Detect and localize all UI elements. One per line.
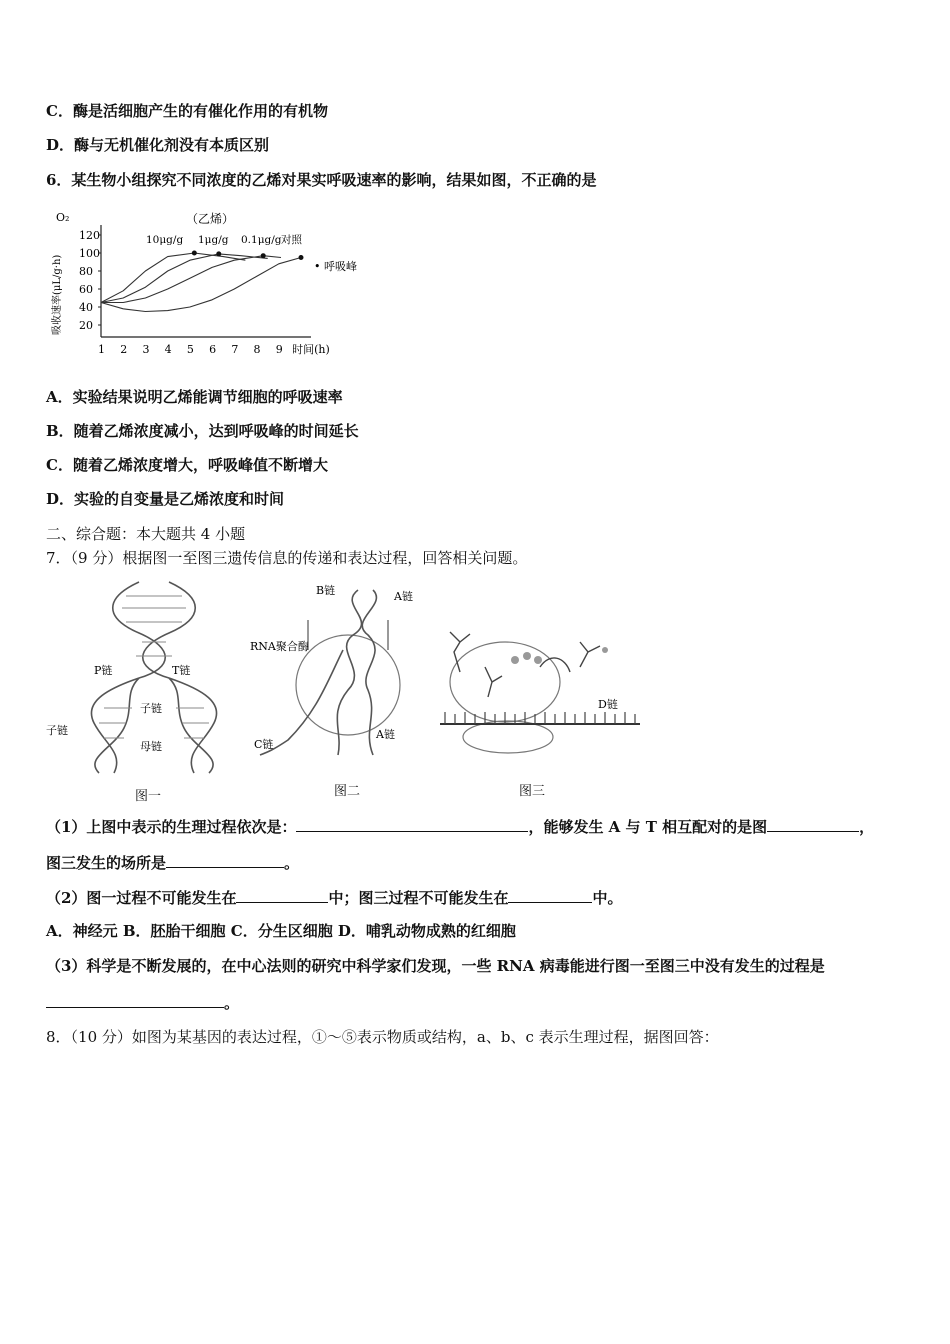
q7-part1-text-e: 。: [284, 854, 300, 872]
q6-stem: 6．某生物小组探究不同浓度的乙烯对果实呼吸速率的影响，结果如图，不正确的是: [46, 171, 597, 189]
chart-x-tick-label: 3: [142, 343, 150, 356]
q7-part1-text-a: （1）上图中表示的生理过程依次是：: [46, 818, 297, 836]
q7-part1-blank-processes[interactable]: [296, 815, 528, 832]
chart-series-label: 0.1μg/g: [241, 234, 282, 246]
q7-part2-text-c: 中。: [592, 889, 623, 907]
chart-peak-point: [192, 251, 197, 256]
section2-heading: 二、综合题：本大题共 4 小题: [46, 525, 246, 543]
chart-ylabel: 吸收速率(μL/g·h): [52, 254, 63, 335]
q6-option-c: C．随着乙烯浓度增大，呼吸峰值不断增大: [46, 456, 328, 474]
chart-x-tick-label: 4: [164, 343, 172, 356]
q7-stem: 7．（9 分）根据图一至图三遗传信息的传递和表达过程，回答相关问题。: [46, 549, 528, 567]
q8-stem: 8．（10 分）如图为某基因的表达过程，①～⑤表示物质或结构，a、b、c 表示生理过程，据图回答：: [46, 1028, 719, 1046]
chart-y-tick-label: 40: [79, 301, 93, 314]
chart-x-tick-label: 1: [98, 343, 105, 356]
chart-y-tick-label: 80: [79, 265, 93, 278]
q5-option-d: D．酶与无机催化剂没有本质区别: [46, 136, 270, 154]
q7-part2-blank-fig3[interactable]: [508, 886, 592, 903]
chart-legend-peak: • 呼吸峰: [314, 260, 357, 273]
chart-x-tick-label: 7: [231, 343, 239, 356]
q7-part3-text-end: 。: [224, 994, 240, 1012]
q7-part2-options: A．神经元 B．胚胎干细胞 C．分生区细胞 D．哺乳动物成熟的红细胞: [46, 922, 516, 940]
q5-option-c: C．酶是活细胞产生的有催化作用的有机物: [46, 102, 328, 120]
fig2-label-b-strand: B链: [316, 584, 336, 597]
q7-part1-line2: [46, 851, 299, 874]
chart-x-tick-label: 6: [209, 343, 217, 356]
chart-series-label: 10μg/g: [146, 234, 184, 246]
fig2-label-a-strand-top: A链: [394, 590, 413, 603]
chart-x-tick-label: 8: [253, 343, 261, 356]
rna-polymerase-shape: [296, 635, 400, 735]
chart-peak-point: [216, 251, 221, 256]
figure-1-caption: 图一: [135, 789, 162, 804]
figure-1-dna-replication: [44, 578, 244, 783]
q7-part1-blank-figure[interactable]: [767, 815, 859, 832]
q6-option-d: D．实验的自变量是乙烯浓度和时间: [46, 490, 285, 508]
q7-part1-text-d: 图三发生的场所是: [46, 854, 167, 872]
fig2-label-a-strand-bottom: A链: [376, 728, 395, 741]
q7-part1-line1: [46, 815, 874, 838]
fig1-label-mother-strand: 母链: [140, 740, 162, 753]
chart-y-unit-o2: O₂: [56, 211, 70, 224]
chart-x-tick-label: 5: [186, 343, 194, 356]
fig1-label-t-strand: T链: [172, 664, 191, 677]
chart-peak-point: [299, 255, 304, 260]
q7-part3-line1: （3）科学是不断发展的，在中心法则的研究中科学家们发现，一些 RNA 病毒能进行图一至图三中没有发生的过程是: [46, 957, 825, 975]
q6-option-b: B．随着乙烯浓度减小，达到呼吸峰的时间延长: [46, 422, 359, 440]
chart-series-line: [101, 253, 245, 303]
figure-3-translation: [430, 612, 645, 762]
q7-part2-text-b: 中；图三过程不可能发生在: [328, 889, 509, 907]
chart-series-label: 1μg/g: [198, 234, 229, 246]
chart-x-tick-label: 9: [275, 343, 283, 356]
chart-peak-point: [261, 253, 266, 258]
q7-part3-blank-process[interactable]: [46, 991, 224, 1008]
q6-option-a: A．实验结果说明乙烯能调节细胞的呼吸速率: [46, 388, 343, 406]
figure-2-caption: 图二: [334, 784, 361, 799]
chart-y-tick-label: 60: [79, 283, 93, 296]
q7-part1-blank-site[interactable]: [166, 851, 284, 868]
figure-2-transcription: [248, 580, 428, 770]
chart-y-tick-label: 120: [79, 229, 100, 242]
q7-part1-text-b: ，能够发生 A 与 T 相互配对的是图: [528, 818, 768, 836]
q7-part2-line: [46, 886, 622, 909]
chart-series-line: [101, 254, 268, 303]
chart-xlabel: 时间(h): [292, 343, 330, 356]
q7-part2-blank-fig1[interactable]: [236, 886, 328, 903]
fig3-label-d-strand: D链: [598, 698, 618, 711]
ethylene-respiration-chart: [46, 205, 376, 370]
figure-3-caption: 图三: [519, 784, 546, 799]
chart-y-tick-label: 20: [79, 319, 93, 332]
q7-part2-text-a: （2）图一过程不可能发生在: [46, 889, 237, 907]
fig2-label-c-strand: C链: [254, 738, 274, 751]
fig1-label-p-strand: P链: [94, 664, 113, 677]
fig1-label-child-strand-left: 子链: [46, 724, 68, 737]
chart-title: （乙烯）: [186, 212, 235, 226]
fig1-label-child-strand: 子链: [140, 702, 162, 715]
chart-x-tick-label: 2: [120, 343, 128, 356]
fig2-label-rna-polymerase: RNA聚合酶: [250, 640, 309, 653]
chart-series-label: 对照: [281, 234, 302, 246]
q7-part3-line2: [46, 991, 239, 1014]
q7-part1-text-c: ，: [859, 818, 875, 836]
chart-y-tick-label: 100: [79, 247, 100, 260]
